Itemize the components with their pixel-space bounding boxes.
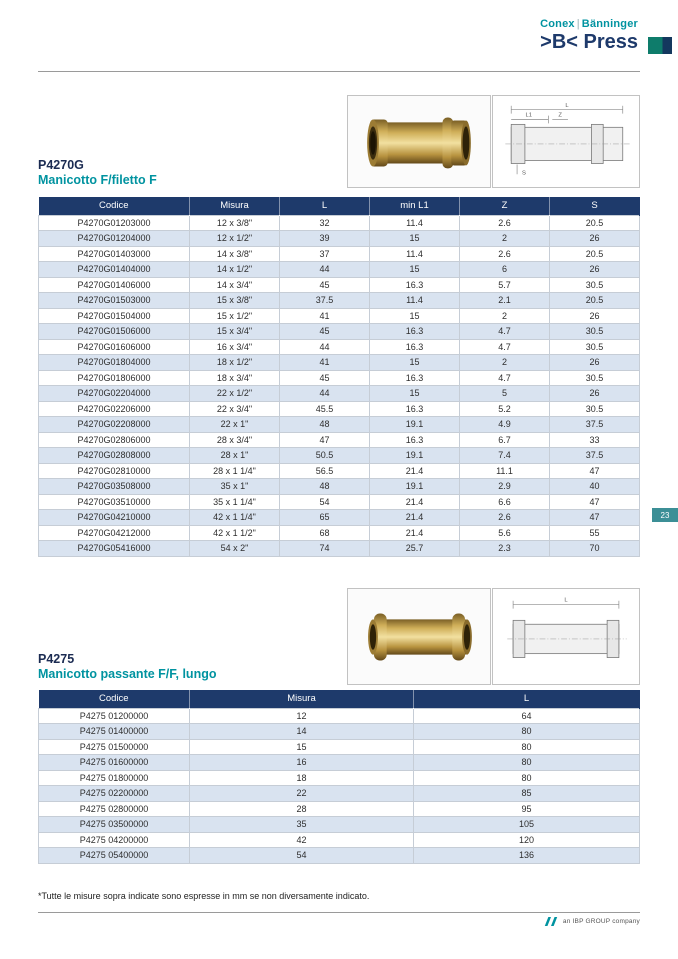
table-cell: 5.6 — [460, 525, 550, 541]
table-cell: 15 — [370, 231, 460, 247]
table-cell: P4270G05416000 — [39, 541, 190, 557]
table-row — [39, 401, 640, 417]
table-cell: 32 — [280, 215, 370, 231]
table-cell: 26 — [550, 262, 640, 278]
table-cell: 16.3 — [370, 324, 460, 340]
table-cell: 37 — [280, 246, 370, 262]
section-p4270g-heading — [38, 158, 157, 187]
brand-block — [540, 18, 638, 54]
table-cell: 22 x 1/2" — [190, 386, 280, 402]
table-row — [39, 770, 640, 786]
table-cell: P4275 02800000 — [39, 801, 190, 817]
table-cell: 12 — [190, 708, 414, 724]
brand-conex-label: Conex — [540, 18, 575, 30]
dimension-drawing-icon — [493, 589, 639, 684]
p4270g-table — [38, 197, 640, 557]
table-cell: 7.4 — [460, 448, 550, 464]
table-cell: 15 x 3/4" — [190, 324, 280, 340]
table-cell: 44 — [280, 262, 370, 278]
table-cell: 45 — [280, 324, 370, 340]
table-cell: 6.7 — [460, 432, 550, 448]
table-row — [39, 541, 640, 557]
table-cell: 4.9 — [460, 417, 550, 433]
table-cell: 2 — [460, 308, 550, 324]
table-row — [39, 339, 640, 355]
table-cell: 47 — [280, 432, 370, 448]
table-cell: 22 — [190, 786, 414, 802]
table-row — [39, 262, 640, 278]
table-row — [39, 293, 640, 309]
table-cell: 18 x 3/4" — [190, 370, 280, 386]
table-row — [39, 525, 640, 541]
table-cell: P4270G04210000 — [39, 510, 190, 526]
table-cell: 18 x 1/2" — [190, 355, 280, 371]
table-cell: 12 x 1/2" — [190, 231, 280, 247]
table-row — [39, 386, 640, 402]
table-cell: 80 — [414, 755, 640, 771]
table-cell: 105 — [414, 817, 640, 833]
column-header: Z — [460, 197, 550, 215]
table-row — [39, 510, 640, 526]
table-cell: 64 — [414, 708, 640, 724]
table-cell: 15 — [370, 355, 460, 371]
technical-drawing-p4270g — [492, 95, 640, 188]
table-cell: 22 x 1" — [190, 417, 280, 433]
brand-separator: | — [576, 18, 580, 30]
table-cell: P4270G01203000 — [39, 215, 190, 231]
table-row — [39, 417, 640, 433]
table-row — [39, 494, 640, 510]
table-cell: 37.5 — [550, 417, 640, 433]
column-header: min L1 — [370, 197, 460, 215]
table-cell: 16.3 — [370, 401, 460, 417]
table-cell: 12 x 3/8" — [190, 215, 280, 231]
table-cell: 44 — [280, 339, 370, 355]
table-cell: 14 x 3/8" — [190, 246, 280, 262]
table-row — [39, 739, 640, 755]
table-cell: 56.5 — [280, 463, 370, 479]
table-row — [39, 832, 640, 848]
table-row — [39, 463, 640, 479]
table-cell: 21.4 — [370, 510, 460, 526]
product-photo-p4270g — [347, 95, 491, 188]
table-cell: P4270G03508000 — [39, 479, 190, 495]
table-cell: 28 x 3/4" — [190, 432, 280, 448]
table-cell: 11.4 — [370, 215, 460, 231]
table-cell: 2.6 — [460, 215, 550, 231]
table-cell: P4275 01800000 — [39, 770, 190, 786]
table-cell: 6.6 — [460, 494, 550, 510]
table-cell: P4270G01503000 — [39, 293, 190, 309]
table-cell: 26 — [550, 355, 640, 371]
product-title: Manicotto F/filetto F — [38, 173, 157, 187]
brand-press-wordmark: >B< Press — [540, 31, 638, 53]
table-cell: 45 — [280, 277, 370, 293]
table-cell: 30.5 — [550, 277, 640, 293]
table-row — [39, 786, 640, 802]
table-cell: 5.2 — [460, 401, 550, 417]
table-cell: 47 — [550, 463, 640, 479]
table-cell: 68 — [280, 525, 370, 541]
table-cell: 20.5 — [550, 215, 640, 231]
product-code: P4275 — [38, 652, 75, 666]
table-cell: P4270G02204000 — [39, 386, 190, 402]
table-cell: P4270G02208000 — [39, 417, 190, 433]
table-cell: 70 — [550, 541, 640, 557]
table-cell: 48 — [280, 417, 370, 433]
table-cell: 6 — [460, 262, 550, 278]
table-cell: P4270G01506000 — [39, 324, 190, 340]
table-cell: 30.5 — [550, 339, 640, 355]
table-cell: P4270G04212000 — [39, 525, 190, 541]
brand-corner-mark — [648, 37, 672, 54]
brass-coupling-photo-icon — [348, 589, 490, 684]
p4275-table — [38, 690, 640, 864]
table-row — [39, 755, 640, 771]
header-row — [39, 197, 640, 215]
table-cell: 14 x 3/4" — [190, 277, 280, 293]
table-cell: 19.1 — [370, 448, 460, 464]
column-header: Codice — [39, 197, 190, 215]
table-row — [39, 355, 640, 371]
table-cell: 28 x 1" — [190, 448, 280, 464]
table-cell: 33 — [550, 432, 640, 448]
table-cell: P4275 01400000 — [39, 724, 190, 740]
table-cell: 65 — [280, 510, 370, 526]
table-cell: P4270G01204000 — [39, 231, 190, 247]
table-cell: 80 — [414, 739, 640, 755]
footer-brand — [543, 917, 640, 926]
dim-label-L: L — [565, 102, 569, 109]
product-title: Manicotto passante F/F, lungo — [38, 667, 217, 681]
table-cell: 5.7 — [460, 277, 550, 293]
table-cell: 85 — [414, 786, 640, 802]
table-cell: 26 — [550, 386, 640, 402]
table-cell: 15 x 1/2" — [190, 308, 280, 324]
table-cell: P4270G02206000 — [39, 401, 190, 417]
table-cell: 42 x 1 1/2" — [190, 525, 280, 541]
table-cell: 22 x 3/4" — [190, 401, 280, 417]
table-cell: 11.4 — [370, 293, 460, 309]
table-row — [39, 324, 640, 340]
table-cell: 21.4 — [370, 525, 460, 541]
table-cell: 54 — [280, 494, 370, 510]
footer-divider — [38, 912, 640, 913]
table-cell: 5 — [460, 386, 550, 402]
table-cell: 16 — [190, 755, 414, 771]
header-row — [39, 690, 640, 708]
table-cell: 15 — [370, 262, 460, 278]
table-cell: 120 — [414, 832, 640, 848]
table-row — [39, 370, 640, 386]
table-cell: 20.5 — [550, 293, 640, 309]
table-cell: 15 — [190, 739, 414, 755]
column-header: L — [414, 690, 640, 708]
header-divider — [38, 71, 640, 72]
dim-label-S: S — [521, 170, 526, 177]
product-photo-p4275 — [347, 588, 491, 685]
table-row — [39, 308, 640, 324]
table-cell: 2 — [460, 355, 550, 371]
table-cell: P4270G01804000 — [39, 355, 190, 371]
table-cell: 95 — [414, 801, 640, 817]
table-cell: P4275 01500000 — [39, 739, 190, 755]
table-cell: P4275 05400000 — [39, 848, 190, 864]
dimension-drawing-icon — [493, 96, 639, 187]
table-cell: P4270G01806000 — [39, 370, 190, 386]
table-cell: 21.4 — [370, 494, 460, 510]
table-cell: P4275 03500000 — [39, 817, 190, 833]
table-cell: 15 — [370, 386, 460, 402]
table-cell: P4270G01403000 — [39, 246, 190, 262]
table-cell: 30.5 — [550, 324, 640, 340]
table-cell: 15 — [370, 308, 460, 324]
table-cell: 28 — [190, 801, 414, 817]
table-cell: 11.1 — [460, 463, 550, 479]
table-cell: 2.9 — [460, 479, 550, 495]
column-header: Misura — [190, 197, 280, 215]
table-cell: 50.5 — [280, 448, 370, 464]
table-cell: 11.4 — [370, 246, 460, 262]
table-cell: 19.1 — [370, 479, 460, 495]
table-cell: 14 — [190, 724, 414, 740]
table-cell: 41 — [280, 308, 370, 324]
table-cell: 21.4 — [370, 463, 460, 479]
table-cell: 41 — [280, 355, 370, 371]
table-row — [39, 479, 640, 495]
table-cell: 4.7 — [460, 370, 550, 386]
brand-banninger-label: Bänninger — [581, 18, 638, 30]
section-p4275-heading — [38, 652, 216, 681]
table-cell: 74 — [280, 541, 370, 557]
table-row — [39, 277, 640, 293]
table-cell: 26 — [550, 308, 640, 324]
table-cell: 2 — [460, 231, 550, 247]
table-cell: 42 x 1 1/4" — [190, 510, 280, 526]
table-row — [39, 708, 640, 724]
table-cell: P4270G02810000 — [39, 463, 190, 479]
table-cell: 45.5 — [280, 401, 370, 417]
table-cell: 14 x 1/2" — [190, 262, 280, 278]
dim-label-Z: Z — [558, 112, 562, 119]
table-cell: 16 x 3/4" — [190, 339, 280, 355]
table-cell: 37.5 — [280, 293, 370, 309]
table-cell: 48 — [280, 479, 370, 495]
table-cell: 2.6 — [460, 246, 550, 262]
column-header: Misura — [190, 690, 414, 708]
table-cell: 16.3 — [370, 432, 460, 448]
table-cell: 16.3 — [370, 370, 460, 386]
table-cell: 28 x 1 1/4" — [190, 463, 280, 479]
product-code: P4270G — [38, 158, 84, 172]
table-cell: 2.3 — [460, 541, 550, 557]
dim-label-L: L — [564, 597, 568, 604]
ibp-logo-icon — [543, 917, 559, 926]
table-cell: 20.5 — [550, 246, 640, 262]
table-cell: 25.7 — [370, 541, 460, 557]
table-cell: 30.5 — [550, 370, 640, 386]
table-cell: 54 x 2" — [190, 541, 280, 557]
table-cell: 80 — [414, 724, 640, 740]
table-cell: 54 — [190, 848, 414, 864]
table-cell: 136 — [414, 848, 640, 864]
table-row — [39, 817, 640, 833]
table-row — [39, 724, 640, 740]
dim-label-L1: L1 — [525, 112, 533, 119]
table-cell: P4275 01200000 — [39, 708, 190, 724]
table-cell: 80 — [414, 770, 640, 786]
table-cell: 2.6 — [460, 510, 550, 526]
table-row — [39, 448, 640, 464]
brass-fitting-photo-icon — [348, 96, 490, 187]
table-cell: P4275 01600000 — [39, 755, 190, 771]
table-row — [39, 848, 640, 864]
table-cell: 35 x 1 1/4" — [190, 494, 280, 510]
table-cell: P4275 02200000 — [39, 786, 190, 802]
table-row — [39, 215, 640, 231]
table-row — [39, 801, 640, 817]
table-row — [39, 231, 640, 247]
table-cell: P4270G01504000 — [39, 308, 190, 324]
table-cell: 15 x 3/8" — [190, 293, 280, 309]
table-row — [39, 246, 640, 262]
table-cell: 4.7 — [460, 324, 550, 340]
table-cell: 2.1 — [460, 293, 550, 309]
table-cell: 4.7 — [460, 339, 550, 355]
table-cell: 35 x 1" — [190, 479, 280, 495]
table-cell: P4270G01404000 — [39, 262, 190, 278]
table-cell: 55 — [550, 525, 640, 541]
table-cell: P4270G03510000 — [39, 494, 190, 510]
brand-name — [540, 18, 638, 30]
table-cell: 19.1 — [370, 417, 460, 433]
table-cell: 35 — [190, 817, 414, 833]
table-cell: P4270G02806000 — [39, 432, 190, 448]
table-cell: 47 — [550, 494, 640, 510]
table-cell: P4270G01606000 — [39, 339, 190, 355]
table-cell: 18 — [190, 770, 414, 786]
table-cell: 39 — [280, 231, 370, 247]
table-cell: 37.5 — [550, 448, 640, 464]
table-cell: 44 — [280, 386, 370, 402]
table-cell: 40 — [550, 479, 640, 495]
column-header: S — [550, 197, 640, 215]
table-cell: 26 — [550, 231, 640, 247]
table-cell: P4275 04200000 — [39, 832, 190, 848]
table-cell: P4270G01406000 — [39, 277, 190, 293]
table-cell: 16.3 — [370, 339, 460, 355]
table-row — [39, 432, 640, 448]
footnote: *Tutte le misure sopra indicate sono espresse in mm se non diversamente indicato. — [38, 891, 370, 901]
table-cell: 47 — [550, 510, 640, 526]
footer-company-label: an IBP GROUP company — [562, 918, 640, 925]
page-number-tab: 23 — [652, 508, 678, 522]
table-cell: 42 — [190, 832, 414, 848]
column-header: L — [280, 197, 370, 215]
technical-drawing-p4275 — [492, 588, 640, 685]
table-cell: 45 — [280, 370, 370, 386]
table-cell: 30.5 — [550, 401, 640, 417]
table-cell: P4270G02808000 — [39, 448, 190, 464]
column-header: Codice — [39, 690, 190, 708]
table-cell: 16.3 — [370, 277, 460, 293]
